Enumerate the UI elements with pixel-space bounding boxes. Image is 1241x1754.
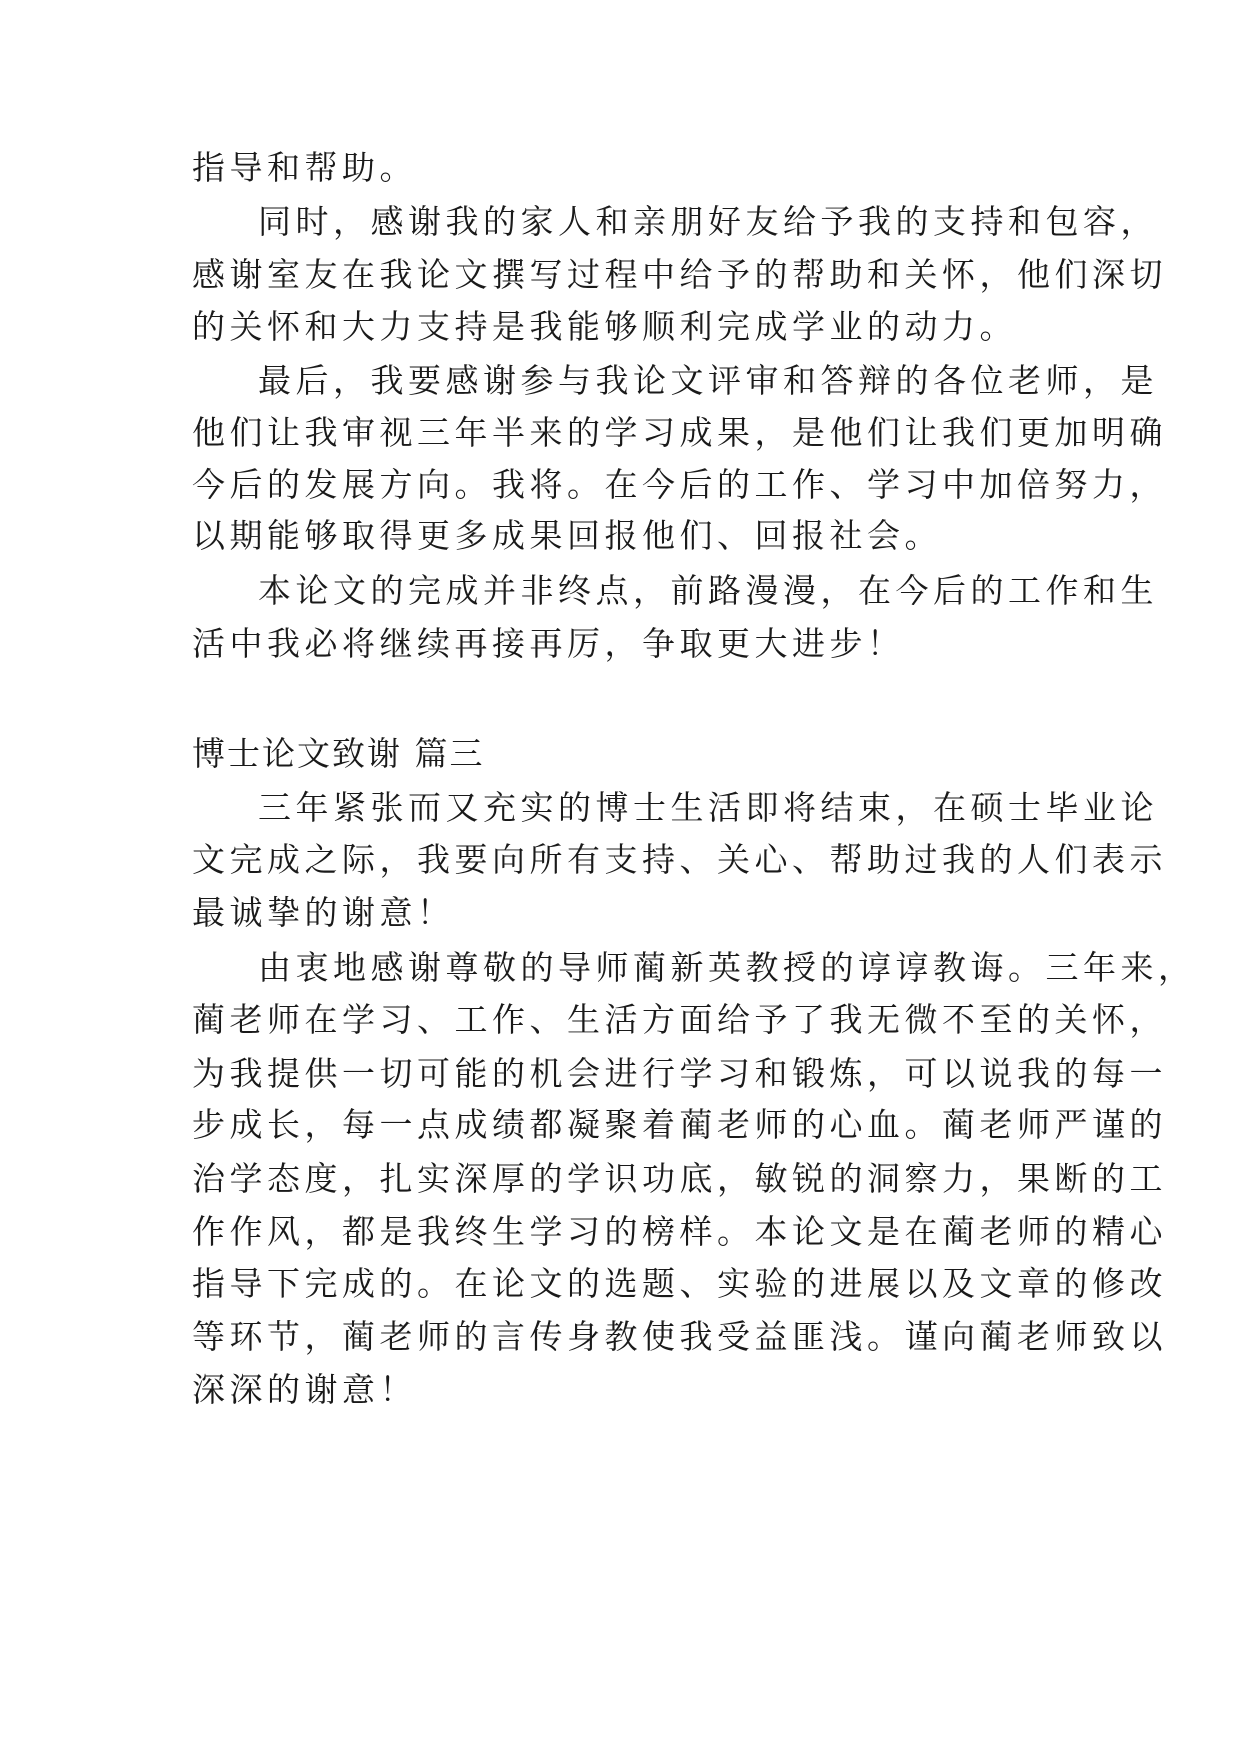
text-line: 今后的发展方向。我将。在今后的工作、学习中加倍努力，	[192, 465, 1167, 504]
text-line: 等环节，蔺老师的言传身教使我受益匪浅。谨向蔺老师致以	[192, 1317, 1167, 1356]
text-line: 深深的谢意！	[192, 1370, 417, 1409]
text-line: 指导和帮助。	[192, 148, 417, 187]
text-line: 治学态度，扎实深厚的学识功底，敏锐的洞察力，果断的工	[192, 1159, 1167, 1198]
text-line: 文完成之际，我要向所有支持、关心、帮助过我的人们表示	[192, 840, 1167, 879]
text-line: 为我提供一切可能的机会进行学习和锻炼，可以说我的每一	[192, 1054, 1167, 1093]
text-line: 步成长，每一点成绩都凝聚着蔺老师的心血。蔺老师严谨的	[192, 1105, 1167, 1144]
text-line: 指导下完成的。在论文的选题、实验的进展以及文章的修改	[192, 1264, 1167, 1303]
text-line: 活中我必将继续再接再厉，争取更大进步！	[192, 624, 905, 663]
paragraph-start-line: 最后，我要感谢参与我论文评审和答辩的各位老师，是	[258, 361, 1158, 400]
text-line: 他们让我审视三年半来的学习成果，是他们让我们更加明确	[192, 413, 1167, 452]
paragraph-start-line: 同时，感谢我的家人和亲朋好友给予我的支持和包容，	[258, 202, 1158, 241]
text-line: 以期能够取得更多成果回报他们、回报社会。	[192, 516, 942, 555]
text-line: 蔺老师在学习、工作、生活方面给予了我无微不至的关怀，	[192, 1000, 1167, 1039]
paragraph-start-line: 三年紧张而又充实的博士生活即将结束，在硕士毕业论	[258, 788, 1158, 827]
text-line: 最诚挚的谢意！	[192, 893, 455, 932]
text-line: 感谢室友在我论文撰写过程中给予的帮助和关怀，他们深切	[192, 255, 1167, 294]
section-heading: 博士论文致谢 篇三	[192, 734, 485, 773]
text-line: 的关怀和大力支持是我能够顺利完成学业的动力。	[192, 307, 1017, 346]
paragraph-start-line: 由衷地感谢尊敬的导师蔺新英教授的谆谆教诲。三年来，	[258, 948, 1196, 987]
paragraph-start-line: 本论文的完成并非终点，前路漫漫，在今后的工作和生	[258, 571, 1158, 610]
text-line: 作作风，都是我终生学习的榜样。本论文是在蔺老师的精心	[192, 1212, 1167, 1251]
